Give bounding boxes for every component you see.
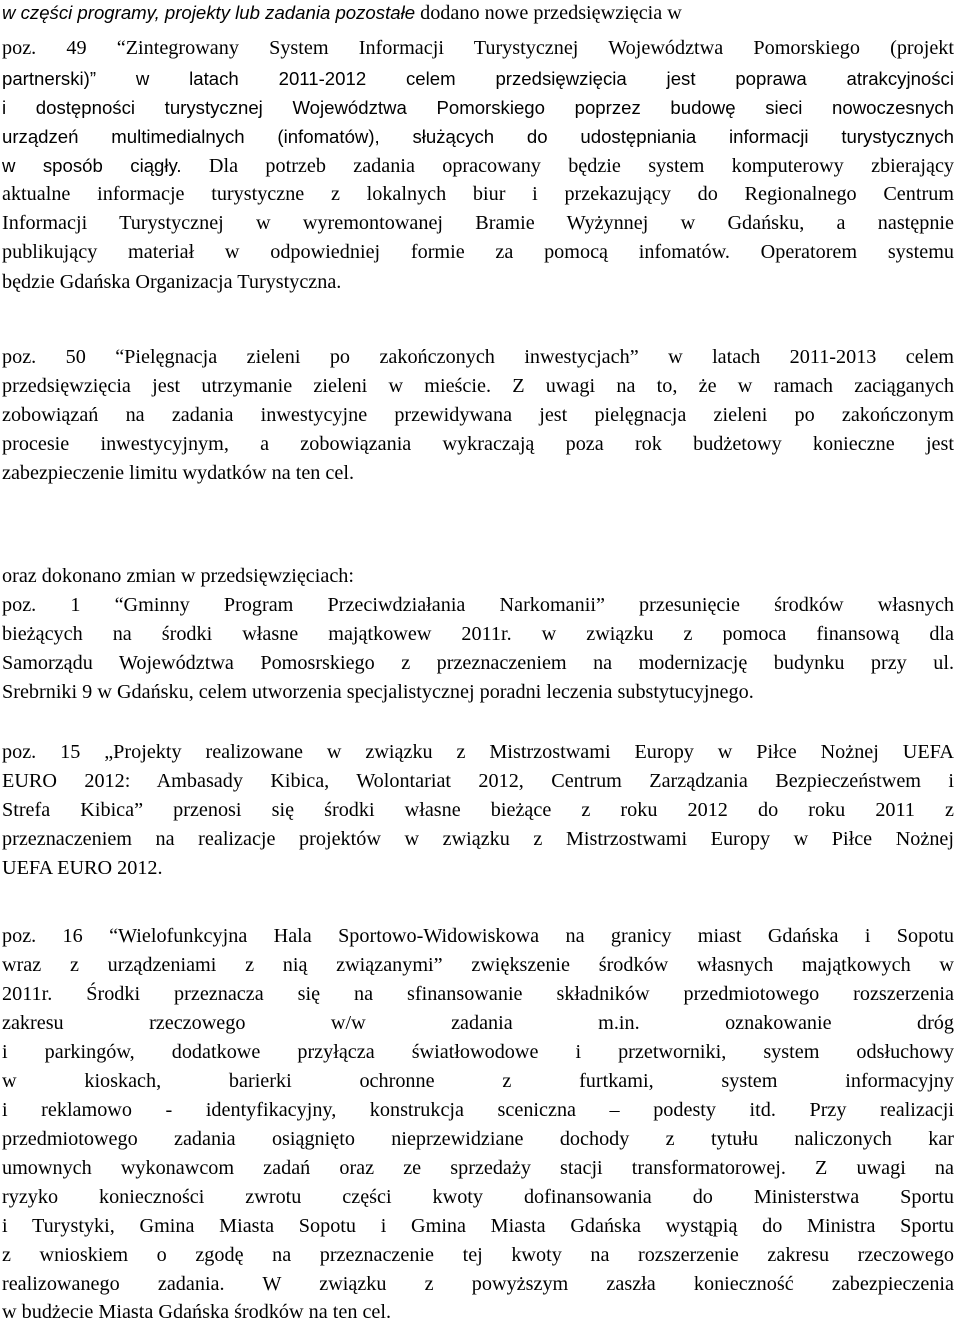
section-49-intro-rest: dodano nowe przedsięwzięcia w [415,2,682,24]
section-16-line-10: ryzyko konieczności zwrotu części kwoty dofinansowania do Ministerstwa Sportu [2,1186,954,1208]
section-16-line-1: poz. 16 “Wielofunkcyjna Hala Sportowo-Widowiskowa na granicy miast Gdańska i Sopotu [2,925,954,947]
section-49-line-10: będzie Gdańska Organizacja Turystyczna. [2,271,342,293]
section-1-line-2: bieżących na środki własne majątkowew 2011r. w związku z pomoca finansową dla [2,623,954,645]
section-49-line-2 [2,34,954,63]
section-15-line-4: przeznaczeniem na realizacje projektów w związku z Mistrzostwami Europy w Piłce Nożnej [2,828,954,850]
section-50-line-5: zabezpieczenie limitu wydatków na ten cel. [2,462,354,484]
section-49-line-6 [2,151,954,180]
section-16-line-3: 2011r. Środki przeznacza się na sfinansowanie składników przedmiotowego rozszerzenia [2,983,954,1005]
section-49-line-1 [2,0,954,27]
section-15-line-2: EURO 2012: Ambasady Kibica, Wolontariat 2012, Centrum Zarządzania Bezpieczeństwem i [2,770,954,792]
section-49-line-5: urządzeń multimedialnych (infomatów), służących do udostępniania informacji turystycznych [2,126,954,147]
section-49-line-7: aktualne informacje turystyczne z lokalnych biur i przekazujący do Regionalnego Centrum [2,183,954,205]
section-49-line-4: i dostępności turystycznej Województwa Pomorskiego poprzez budowę sieci nowoczesnych [2,97,954,118]
section-16-line-4: zakresu rzeczowego w/w zadania m.in. oznakowanie dróg [2,1012,954,1034]
section-16-line-13: realizowanego zadania. W związku z powyższym zaszła konieczność zabezpieczenia [2,1273,954,1295]
section-16-line-11: i Turystyki, Gmina Miasta Sopotu i Gmina Miasta Gdańska wystąpią do Ministra Sportu [2,1215,954,1237]
section-50-line-4: procesie inwestycyjnym, a zobowiązania wykraczają poza rok budżetowy konieczne jest [2,433,954,455]
section-16-line-6: w kioskach, barierki ochronne z furtkami, system informacyjny [2,1070,954,1092]
section-49-serif-fragment: Dla potrzeb zadania opracowany będzie system komputerowy zbierający [181,155,954,177]
section-16-line-14: w budżecie Miasta Gdańska środków na ten cel. [2,1301,392,1323]
changes-heading: oraz dokonano zmian w przedsięwzięciach: [2,565,354,587]
section-49-intro-italic: w części programy, projekty lub zadania pozostałe [2,2,416,23]
section-1-line-3: Samorządu Województwa Pomosrskiego z przeznaczeniem na modernizację budynku przy ul. [2,652,954,674]
section-1-line-1: poz. 1 “Gminny Program Przeciwdziałania Narkomanii” przesunięcie środków własnych [2,594,954,616]
section-15-line-1: poz. 15 „Projekty realizowane w związku z Mistrzostwami Europy w Piłce Nożnej UEFA [2,741,954,763]
section-16-line-12: z wnioskiem o zgodę na przeznaczenie tej kwoty na rozszerzenie zakresu rzeczowego [2,1244,954,1266]
section-15-line-5: UEFA EURO 2012. [2,857,163,879]
section-16-line-8: przedmiotowego zadania osiągnięto nieprzewidziane dochody z tytułu naliczonych kar [2,1128,954,1150]
section-49-line-3: partnerski)” w latach 2011-2012 celem przedsięwzięcia jest poprawa atrakcyjności [2,68,954,89]
section-50-line-2: przedsięwzięcia jest utrzymanie zieleni w mieście. Z uwagi na to, że w ramach zaciąganych [2,375,954,397]
section-16-line-2: wraz z urządzeniami z nią związanymi” zwiększenie środków własnych majątkowych w [2,954,954,976]
section-49-line-9: publikujący materiał w odpowiedniej formie za pomocą infomatów. Operatorem systemu [2,241,954,263]
section-15-line-3: Strefa Kibica” przenosi się środki własne bieżące z roku 2012 do roku 2011 z [2,799,954,821]
section-49-title: poz. 49 “Zintegrowany System Informacji Turystycznej Województwa Pomorskiego (projekt [2,37,954,59]
section-16-line-9: umownych wykonawcom zadań oraz ze sprzedaży stacji transformatorowej. Z uwagi na [2,1157,954,1179]
section-50-line-3: zobowiązań na zadania inwestycyjne przewidywana jest pielęgnacja zieleni po zakończonym [2,404,954,426]
section-1-line-4: Srebrniki 9 w Gdańsku, celem utworzenia specjalistycznej poradni leczenia substytucyjnego. [2,681,754,703]
section-50-line-1: poz. 50 “Pielęgnacja zieleni po zakończonych inwestycjach” w latach 2011-2013 celem [2,346,954,368]
section-49-sans-fragment: w sposób ciągły. [2,155,182,176]
section-16-line-5: i parkingów, dodatkowe przyłącza światłowodowe i przetworniki, system odsłuchowy [2,1041,954,1063]
section-49-line-8: Informacji Turystycznej w wyremontowanej Bramie Wyżynnej w Gdańsku, a następnie [2,212,954,234]
section-16-line-7: i reklamowo - identyfikacyjny, konstrukcja sceniczna – podesty itd. Przy realizacji [2,1099,954,1121]
